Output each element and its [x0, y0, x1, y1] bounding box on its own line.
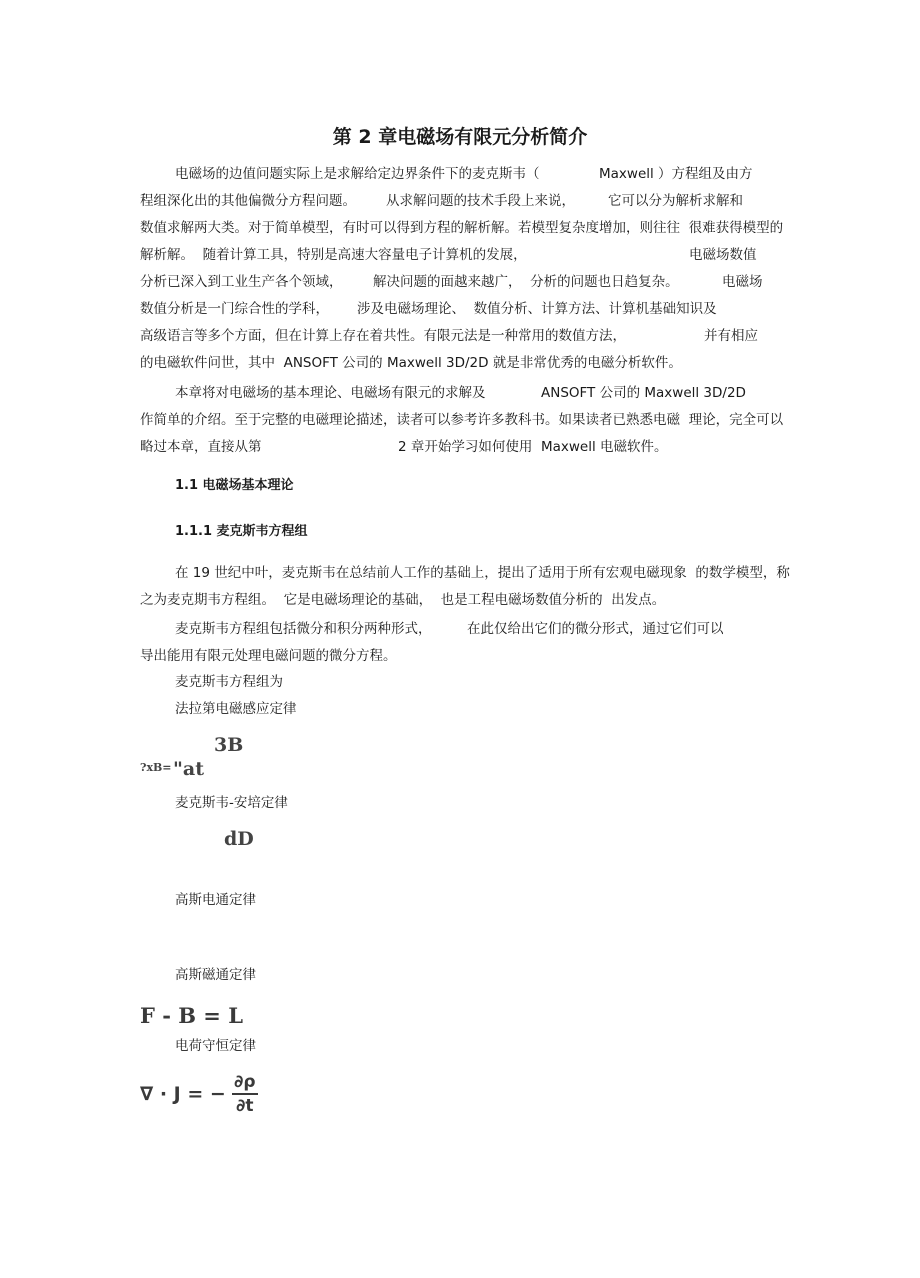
body-text: 麦克斯韦方程组为 — [175, 674, 283, 690]
intro-text: 并有相应 — [704, 328, 758, 344]
intro-text: ANSOFT 公司的 Maxwell 3D/2D — [541, 385, 746, 401]
intro-text: 略过本章，直接从第 — [140, 439, 262, 455]
intro-text: 数值求解两大类。对于简单模型，有时可以得到方程的解析解。若模型复杂度增加，则往往 很难获得模型的 — [140, 220, 784, 236]
intro-text: 2 章开始学习如何使用 Maxwell 电磁软件。 — [398, 439, 668, 455]
intro-text: 高级语言等多个方面，但在计算上存在着共性。有限元法是一种常用的数值方法， — [140, 328, 626, 344]
faraday-equation-numerator: 3B — [214, 734, 244, 756]
law-label-gauss-electric: 高斯电通定律 — [175, 892, 256, 908]
intro-text: 分析已深入到工业生产各个领域， — [140, 274, 343, 290]
charge-equation-lhs: ∇ · J = − — [140, 1083, 226, 1105]
charge-equation-denominator: ∂t — [236, 1096, 254, 1116]
charge-conservation-equation — [140, 1072, 258, 1116]
intro-text: 电磁场的边值问题实际上是求解给定边界条件下的麦克斯韦（ — [175, 166, 540, 182]
faraday-equation-lhs: ?xB= — [140, 761, 172, 774]
body-text: 麦克斯韦方程组包括微分和积分两种形式， — [175, 621, 432, 637]
intro-text: 它可以分为解析求解和 — [608, 193, 743, 209]
section-heading: 1.1 电磁场基本理论 — [175, 478, 294, 493]
law-label-ampere: 麦克斯韦-安培定律 — [175, 795, 288, 811]
ampere-equation-fragment: dD — [224, 828, 254, 850]
body-text: 在 19 世纪中叶，麦克斯韦在总结前人工作的基础上，提出了适用于所有宏观电磁现象 的数学模型，称 — [175, 565, 790, 581]
fraction-bar — [232, 1093, 258, 1095]
faraday-equation-rhs: "at — [173, 758, 204, 780]
body-text: 在此仅给出它们的微分形式，通过它们可以 — [467, 621, 724, 637]
intro-text: 解析解。 随着计算工具，特别是高速大容量电子计算机的发展， — [140, 247, 527, 263]
intro-text: 本章将对电磁场的基本理论、电磁场有限元的求解及 — [175, 385, 486, 401]
intro-text: 作简单的介绍。至于完整的电磁理论描述，读者可以参考许多教科书。如果读者已熟悉电磁 理论，完全可以 — [140, 412, 784, 428]
intro-text: 涉及电磁场理论、 数值分析、计算方法、计算机基础知识及 — [357, 301, 717, 317]
subsection-heading: 1.1.1 麦克斯韦方程组 — [175, 524, 308, 539]
gauss-magnetic-equation: F - B = L — [140, 1003, 243, 1028]
intro-text: Maxwell ）方程组及由方 — [599, 166, 753, 182]
intro-text: 从求解问题的技术手段上来说， — [386, 193, 575, 209]
law-label-gauss-magnetic: 高斯磁通定律 — [175, 967, 256, 983]
body-text: 导出能用有限元处理电磁问题的微分方程。 — [140, 648, 397, 664]
law-label-faraday: 法拉第电磁感应定律 — [175, 701, 297, 717]
intro-text: 程组深化出的其他偏微分方程问题。 — [140, 193, 356, 209]
chapter-title: 第 2 章电磁场有限元分析简介 — [332, 126, 588, 148]
intro-text: 电磁场 — [722, 274, 763, 290]
intro-text: 电磁场数值 — [689, 247, 757, 263]
law-label-charge-conservation: 电荷守恒定律 — [175, 1038, 256, 1054]
intro-text: 数值分析是一门综合性的学科， — [140, 301, 329, 317]
intro-text: 解决问题的面越来越广， 分析的问题也日趋复杂。 — [373, 274, 679, 290]
body-text: 之为麦克期韦方程组。 它是电磁场理论的基础， 也是工程电磁场数值分析的 出发点。 — [140, 592, 666, 608]
charge-equation-numerator: ∂ρ — [234, 1072, 256, 1092]
charge-equation-fraction — [232, 1072, 258, 1116]
intro-text: 的电磁软件问世，其中 ANSOFT 公司的 Maxwell 3D/2D 就是非常优秀的电磁分析软件。 — [140, 355, 682, 371]
